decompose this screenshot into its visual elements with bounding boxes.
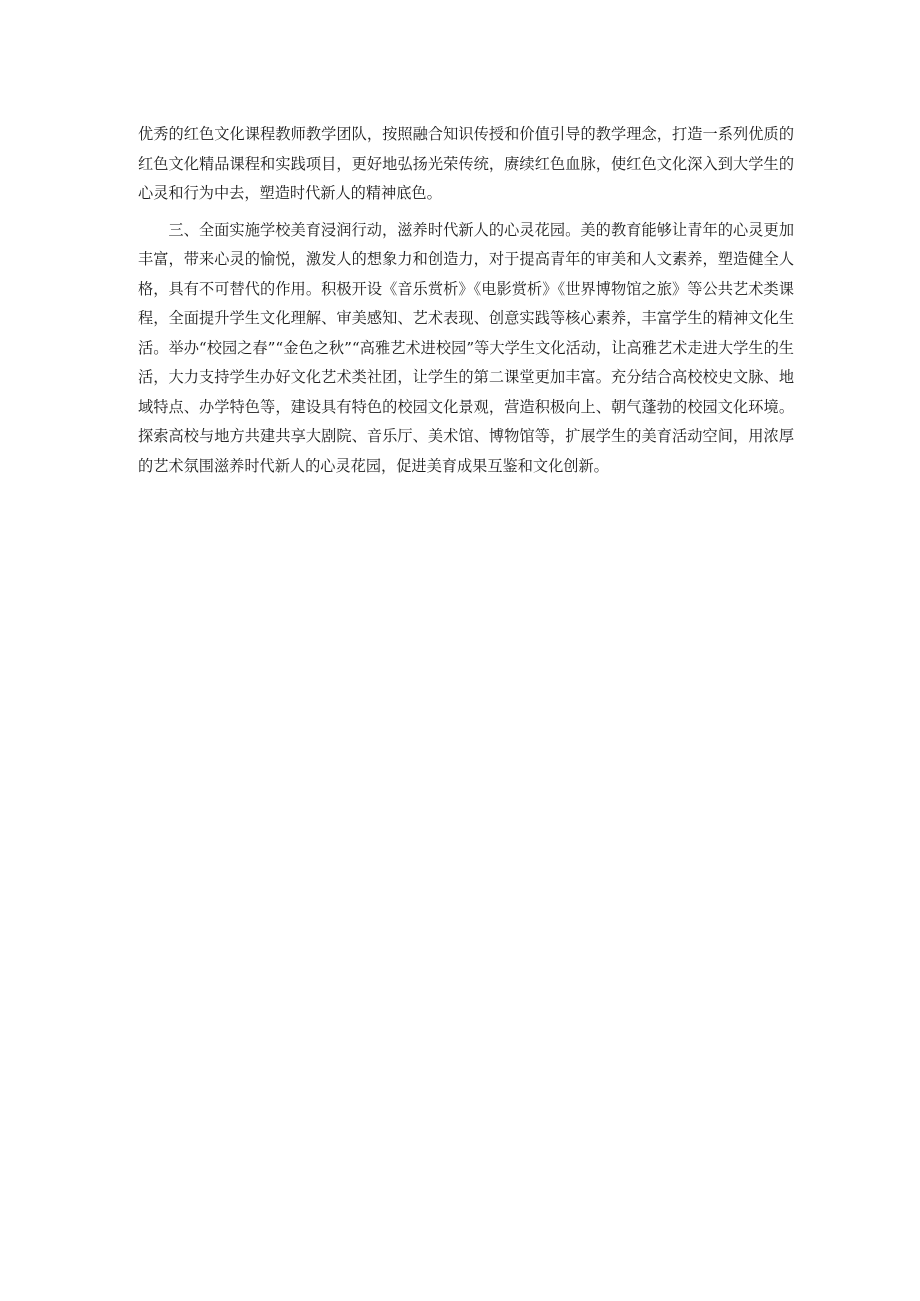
document-body [138, 120, 794, 481]
paragraph-continued: 优秀的红色文化课程教师教学团队，按照融合知识传授和价值引导的教学理念，打造一系列优质的红色文化精品课程和实践项目，更好地弘扬光荣传统，赓续红色血脉，使红色文化深入到大学生的心灵和行为中去，塑造时代新人的精神底色。 [138, 125, 794, 202]
paragraph-section-three: 三、全面实施学校美育浸润行动，滋养时代新人的心灵花园。美的教育能够让青年的心灵更加丰富，带来心灵的愉悦，激发人的想象力和创造力，对于提高青年的审美和人文素养，塑造健全人格，具有不可替代的作用。积极开设《音乐赏析》《电影赏析》《世界博物馆之旅》等公共艺术类课程，全面提升学生文化理解、审美感知、艺术表现、创意实践等核心素养，丰富学生的精神文化生活。举办“校园之春”“金色之秋”“高雅艺术进校园”等大学生文化活动，让高雅艺术走进大学生的生活，大力支持学生办好文化艺术类社团，让学生的第二课堂更加丰富。充分结合高校校史文脉、地域特点、办学特色等，建设具有特色的校园文化景观，营造积极向上、朝气蓬勃的校园文化环境。探索高校与地方共建共享大剧院、音乐厅、美术馆、博物馆等，扩展学生的美育活动空间，用浓厚的艺术氛围滋养时代新人的心灵花园，促进美育成果互鉴和文化创新。 [138, 220, 794, 475]
paragraph-spacer [138, 209, 794, 216]
